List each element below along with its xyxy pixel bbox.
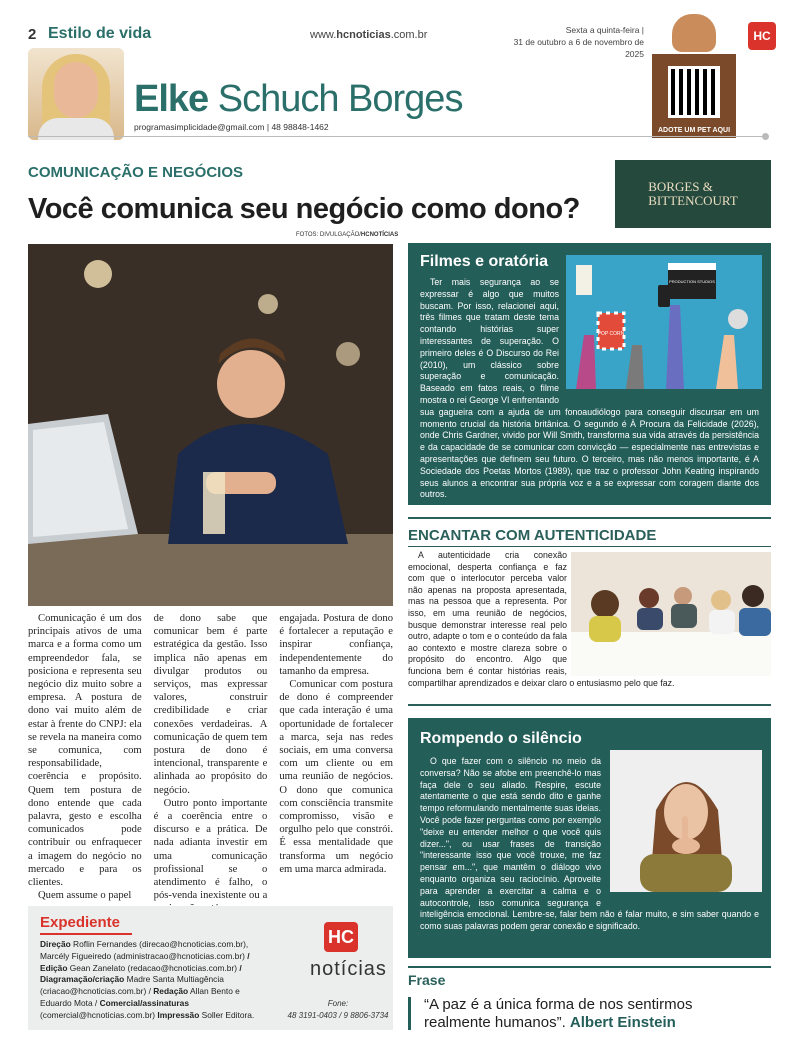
silencio-title: Rompendo o silêncio [420, 730, 582, 747]
divider-dot [762, 133, 769, 140]
hc-noticias-logo: HC notícias [310, 922, 372, 981]
columnist-name: Elke Schuch Borges [134, 78, 463, 120]
silencio-top-rule [408, 704, 771, 706]
section-title: Estilo de vida [48, 25, 152, 42]
clapboard-label: PRODUCTION STUDIOS [669, 279, 715, 284]
expediente-rule [40, 933, 132, 935]
header-divider [28, 136, 768, 137]
adote-label: ADOTE UM PET AQUI [657, 127, 731, 134]
filmes-title: Filmes e oratória [420, 253, 549, 270]
encantar-top-rule [408, 517, 771, 519]
article-body [28, 612, 393, 916]
encantar-title: ENCANTAR COM AUTENTICIDADE [408, 527, 657, 544]
popcorn-label: POP CORN [597, 331, 625, 337]
article-kicker: COMUNICAÇÃO E NEGÓCIOS [28, 164, 244, 181]
expediente-text: Direção Roflin Fernandes (direcao@hcnoticias.com.br), Marcély Figueiredo (administracao@hcnoticias.com.br) / Edição Gean Zanelato (redacao@hcnoticias.com.br) / Diagramação/criação Madre Santa Multiagência (criacao@hcnoticias.com.br) / Redação Allan Bento e Eduardo Mota / Comercial/assinaturas (comercial@hcnoticias.com.br) Impressão Soller Editora. [40, 939, 255, 1020]
frase-top-rule [408, 966, 771, 968]
fone: Fone: 48 3191-0403 / 9 8806-3734 [287, 999, 389, 1020]
dog-illustration-icon [672, 14, 716, 52]
sponsor-logo: BORGES & BITTENCOURT [615, 160, 771, 228]
site-url[interactable]: www.hcnoticias.com.br [310, 29, 428, 41]
meeting-photo [571, 552, 771, 676]
columnist-contact: programasimplicidade@gmail.com | 48 98848-1462 [134, 122, 329, 132]
main-photo [28, 244, 393, 606]
silencio-text: O que fazer com o silêncio no meio da conversa? Não se afobe em preenchê-lo mas faça dele o seu aliado. Respire, escute atentamente o que está sendo dito e ganhe tempo reformulando mentalmente suas ideias. Você pode fazer perguntas como por exemplo "deixe eu entender melhor o que você quis dizer...", ou usar frases de transição "interessante isso que você trouxe, me faz pensar em...", que mantêm o diálogo vivo enquanto organiza seu raciocínio. Aproveite para aprender a exercitar a calma e o autocontrole, isso comunica segurança e inteligência emocional. Lembre-se, falar bem não é falar muito, e sim saber quando e como suas palavras podem gerar conexão e significado. [420, 756, 759, 932]
silence-photo [610, 750, 762, 892]
photo-credit: FOTOS: DIVULGAÇÃO/HCNOTÍCIAS [296, 232, 399, 238]
filmes-box [408, 243, 771, 505]
article-column-3: engajada. Postura de dono é fortalecer a reputação e inspirar confiança, independentemente do tamanho da empresa. Comunicar com postura de dono é compreender que cada interação é uma oportunidade de fortalecer a marca, seja nas redes sociais, em uma conversa com um cliente ou em uma reunião de negócios. O dono que comunica com consciência transmite compromisso, visão e orgulho pelo que constrói. É essa mentalidade que transforma um negócio em uma marca admirada. [279, 613, 394, 875]
article-headline: Você comunica seu negócio como dono? [28, 193, 580, 225]
edition-date: Sexta a quinta-feira | 31 de outubro a 6 de novembro de 2025 [513, 25, 644, 59]
filmes-image [566, 255, 762, 389]
avatar [28, 48, 124, 140]
quote-bar [408, 997, 411, 1030]
encantar-text: A autenticidade cria conexão emocional, desperta confiança e faz com que o interlocutor perceba valor não apenas na proposta apresentada, mas na pessoa que a representa. Por isso, em uma reunião de negócios, busque demonstrar interesse real pelo outro, adapte o tom e o conteúdo da fala ao contexto e mostre clareza sobre o propósito do encontro. Algo que funciona bem é contar histórias reais, compartilhar aprendizados e deixar claro o entusiasmo pelo que faz. [408, 550, 675, 688]
encantar-bottom-rule [408, 546, 771, 547]
article-column-2: de dono sabe que comunicar bem é parte estratégica da gestão. Isso implica não apenas em divulgar produtos ou serviços, mas expressar valores, construir credibilidade e criar conexões verdadeiras. A comunicação de quem tem postura de dono é intencional, transparente e alinhada ao propósito do negócio. Outro ponto importante é a coerência entre o discurso e a prática. De nada adianta investir em uma comunicação profissional se o atendimento é falho, o pós-venda inexistente ou a [153, 613, 268, 902]
qr-code-icon[interactable] [668, 66, 720, 118]
hc-logo: HC [748, 22, 776, 50]
article-column-1: Comunicação é um dos principais ativos de uma marca e a forma como um empreendedor fala, se posiciona e representa seu negócio diz muito sobre a empresa. A postura de dono vai muito além de estar à frente do CNPJ: ela se revela na maneira como se comunica, com responsabilidade, coerência e propósito. Quem tem postura de dono entende que cada palavra, gesto e escolha comunicados pode contribuir ou enfraquecer a imagem do negócio no mercado e para os clientes. Quem assume o papel [28, 613, 142, 902]
filmes-text: Ter mais segurança ao se expressar é algo que muitos buscam. Por isso, relacionei aqui, três filmes que tratam deste tema contando histórias super interessantes de superação. O primeiro deles é O Discurso do Rei (2010), um clássico sobre superação e comunicação. Baseado em fatos reais, o filme mostra o rei George VI enfrentando sua gagueira com a ajuda de um fonoaudiólogo para conseguir discursar em um momento crucial da história britânica. O segundo é À Procura da Felicidade (2026), onde Chris Gardner, vivido por Will Smith, transforma sua vida através da persistência e da capacidade de se comunicar com convicção — especialmente nas entrevistas e apresentações que definem seu futuro. O terceiro, mas não menos importante, é A Sociedade dos Poetas Mortos (1989), que traz o professor John Keating inspirando seus alunos a encontrar sua própria voz e a se expressar com coragem diante dos outros. [420, 277, 759, 500]
expediente-title: Expediente [40, 914, 121, 931]
page-number: 2 [28, 26, 37, 43]
frase-title: Frase [408, 972, 446, 988]
quote: “A paz é a única forma de nos sentirmos realmente humanos”. Albert Einstein [424, 996, 693, 1031]
